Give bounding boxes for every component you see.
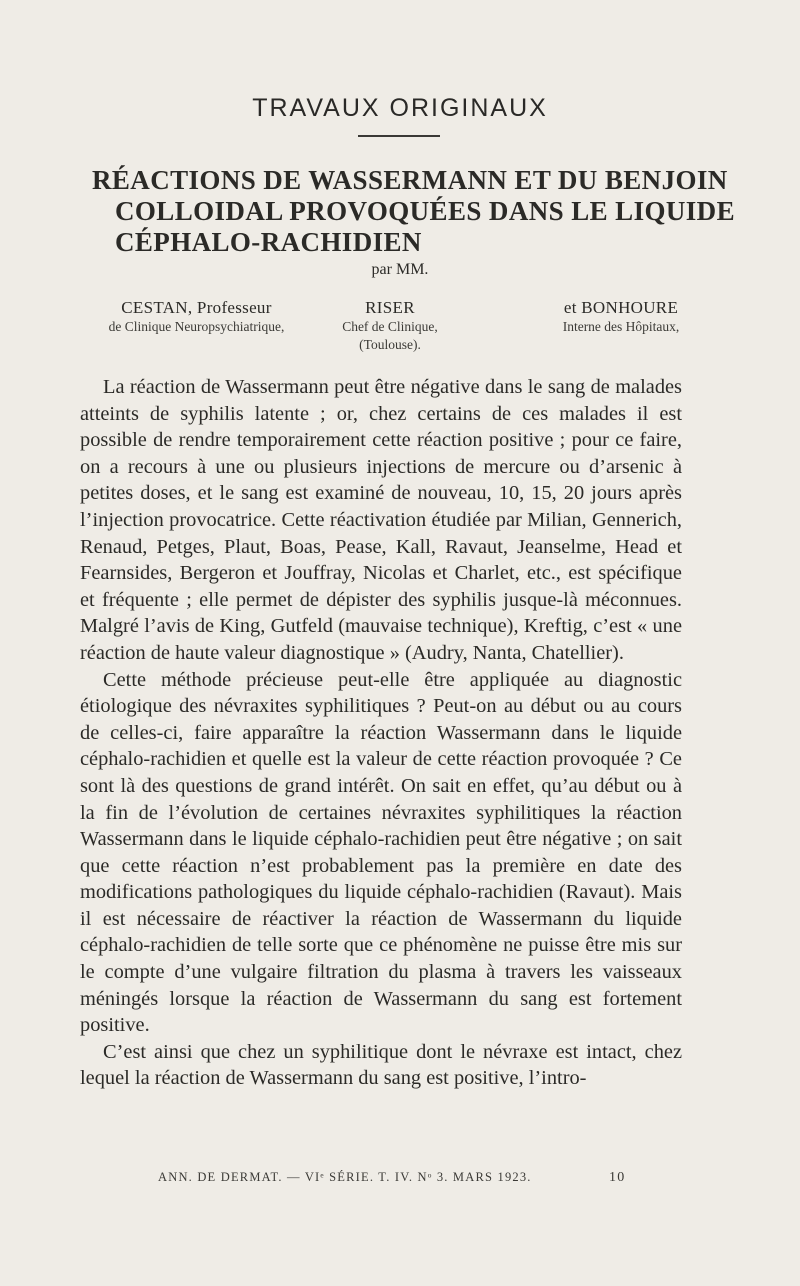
article-title-line: COLLOIDAL PROVOQUÉES DANS LE LIQUIDE — [115, 196, 735, 226]
author-affiliation: Interne des Hôpitaux, — [562, 319, 680, 334]
article-title-line: CÉPHALO-RACHIDIEN — [115, 227, 422, 257]
body-paragraph: Cette méthode précieuse peut-elle être appliquée au diagnostic étiologique des névraxites syphilitiques ? Peut-on au début ou au cours de celles-ci, faire apparaître la réaction Wassermann dans le liquide céphalo-rachidien et quelle est la valeur de cette réaction provoquée ? Ce sont là des questions de grand intérêt. On sait en effet, qu’au début ou à la fin de l’évolution de certaines névraxites syphilitiques la réaction Wassermann dans le liquide céphalo-rachidien peut être négative ; on sait que cette réaction n’est probablement pas la première en date des modifications pathologiques du liquide céphalo-rachidien (Ravaut). Mais il est nécessaire de réactiver la réaction de Wassermann du liquide céphalo-rachidien de telle sorte que ce phénomène ne puisse être mis sur le compte d’une vulgaire filtration du plasma à travers les vaisseaux méningés lorsque la réaction de Wassermann du sang est fortement positive. — [80, 668, 682, 1037]
author-bonhoure — [536, 298, 706, 336]
article-body — [80, 374, 682, 1092]
author-affiliation: de Clinique Neuropsychiatrique, — [108, 319, 285, 334]
article-title-line: RÉACTIONS DE WASSERMANN ET DU BENJOIN — [92, 165, 728, 195]
section-title: TRAVAUX ORIGINAUX — [252, 94, 548, 122]
author-name: et BONHOURE — [563, 298, 679, 317]
author-name: CESTAN, Professeur — [121, 298, 272, 317]
body-paragraph: C’est ainsi que chez un syphilitique dont le névraxe est intact, chez lequel la réaction de Wassermann du sang est positive, l’intro- — [80, 1040, 682, 1090]
body-paragraph: La réaction de Wassermann peut être négative dans le sang de malades atteints de syphilis latente ; or, chez certains de ces malades il est possible de rendre temporairement cette réaction positive ; pour ce faire, on a recours à une ou plusieurs injections de mercure ou d’arsenic à petites doses, et le sang est examiné de nouveau, 10, 15, 20 jours après l’injection provocatrice. Cette réactivation étudiée par Milian, Gennerich, Renaud, Petges, Plaut, Boas, Pease, Kall, Ravaut, Jeanselme, Head et Fearnsides, Bergeron et Jouffray, Nicolas et Charlet, etc., est spécifique et fréquente ; elle permet de dépister des syphilis jusque-là méconnues. Malgré l’avis de King, Gutfeld (mauvaise technique), Kreftig, c’est « une réaction de haute valeur diagnostique » (Audry, Nanta, Chatellier). — [80, 376, 682, 664]
author-city: (Toulouse). — [359, 337, 421, 352]
page-number: 10 — [609, 1170, 626, 1185]
byline: par MM. — [371, 261, 429, 278]
title-rule — [358, 135, 440, 137]
author-cestan — [84, 298, 309, 336]
author-affiliation: Chef de Clinique, — [342, 319, 438, 334]
journal-reference: ANN. DE DERMAT. — VIᵉ SÉRIE. T. IV. Nᵒ 3. MARS 1923. — [158, 1170, 532, 1184]
author-name: RISER — [365, 298, 415, 317]
author-riser — [320, 298, 460, 354]
article-title — [92, 165, 735, 258]
